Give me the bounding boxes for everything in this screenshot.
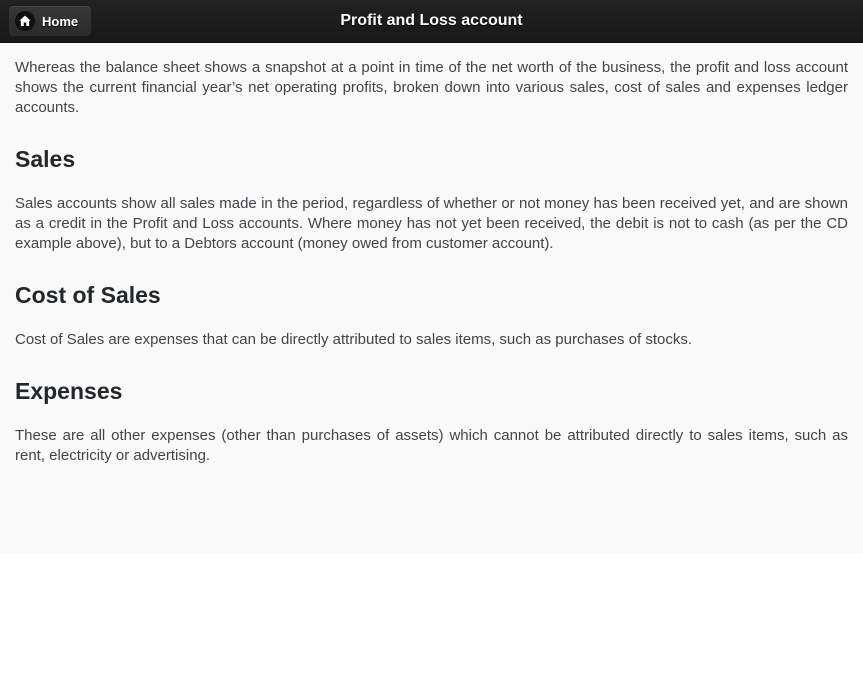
intro-paragraph: Whereas the balance sheet shows a snapshot at a point in time of the net worth of the business, the profit and loss account shows the current financial year’s net operating profits, broken down into various sales, cost of sales and expenses ledger accounts. [15, 59, 848, 116]
section-paragraph-cost-of-sales: Cost of Sales are expenses that can be directly attributed to sales items, such as purchases of stocks. [15, 331, 693, 348]
header-bar [0, 0, 863, 43]
page-title: Profit and Loss account [340, 12, 523, 29]
home-button[interactable] [8, 5, 92, 37]
section-paragraph-sales: Sales accounts show all sales made in the period, regardless of whether or not money has been received yet, and are shown as a credit in the Profit and Loss accounts. Where money has not yet been received, the debit is not to cash (as per the CD example above), but to a Debtors account (money owed from customer account). [15, 195, 848, 252]
section-paragraph-expenses: These are all other expenses (other than purchases of assets) which cannot be attributed directly to sales items, such as rent, electricity or advertising. [15, 427, 848, 464]
section-heading-sales: Sales [15, 146, 76, 172]
section-heading-cost-of-sales: Cost of Sales [15, 282, 161, 308]
page-content [0, 43, 863, 553]
home-button-label: Home [42, 13, 79, 29]
page-background-below-content [0, 553, 863, 696]
home-icon [15, 11, 35, 31]
section-heading-expenses: Expenses [15, 378, 123, 404]
